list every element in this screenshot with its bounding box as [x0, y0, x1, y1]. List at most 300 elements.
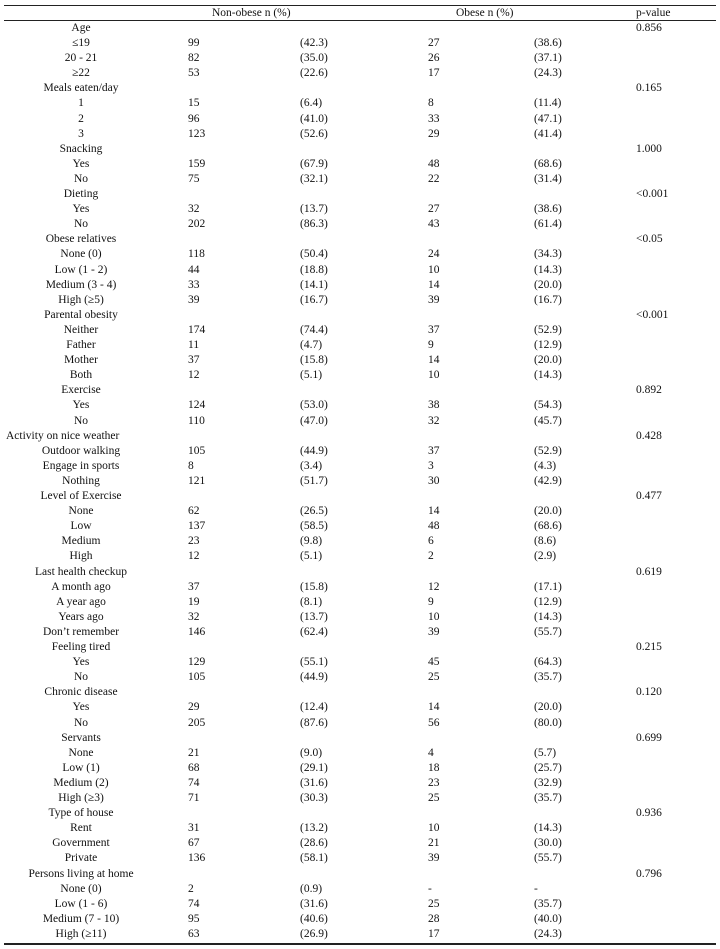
- non-obese-count: 31: [188, 822, 200, 835]
- obese-count: 3: [428, 459, 434, 472]
- table-row: [0, 549, 720, 564]
- obese-percent: (20.0): [534, 505, 562, 518]
- non-obese-percent: (67.9): [300, 157, 328, 170]
- category-label: High (≥11): [55, 927, 107, 940]
- non-obese-count: 12: [188, 550, 200, 563]
- table-section-row: [0, 81, 720, 96]
- obese-percent: (14.3): [534, 822, 562, 835]
- p-value: 0.215: [636, 641, 662, 654]
- table-row: [0, 338, 720, 353]
- obese-percent: (4.3): [534, 459, 557, 472]
- obese-percent: (55.7): [534, 625, 562, 638]
- table-row: [0, 157, 720, 172]
- category-label: Years ago: [58, 610, 104, 623]
- non-obese-count: 129: [188, 656, 206, 669]
- obese-percent: (30.0): [534, 837, 562, 850]
- category-label: None (0): [60, 882, 102, 895]
- category-label: ≤19: [72, 37, 90, 50]
- obese-percent: (12.9): [534, 339, 562, 352]
- obese-percent: (52.9): [534, 323, 562, 336]
- table-row: [0, 278, 720, 293]
- table-row: [0, 610, 720, 625]
- obese-percent: (38.6): [534, 203, 562, 216]
- obese-percent: (16.7): [534, 293, 562, 306]
- table-row: [0, 217, 720, 232]
- table-row: [0, 247, 720, 262]
- non-obese-count: 21: [188, 746, 200, 759]
- obese-count: 8: [428, 97, 434, 110]
- non-obese-count: 99: [188, 37, 200, 50]
- table-row: [0, 112, 720, 127]
- table-row: [0, 263, 720, 278]
- non-obese-percent: (52.6): [300, 127, 328, 140]
- non-obese-percent: (51.7): [300, 474, 328, 487]
- obese-percent: (20.0): [534, 354, 562, 367]
- non-obese-count: 124: [188, 399, 206, 412]
- non-obese-count: 63: [188, 927, 200, 940]
- section-label: Snacking: [59, 142, 103, 155]
- non-obese-percent: (15.8): [300, 580, 328, 593]
- obese-count: 12: [428, 580, 440, 593]
- non-obese-count: 137: [188, 520, 206, 533]
- non-obese-count: 174: [188, 323, 206, 336]
- category-label: Both: [69, 369, 93, 382]
- non-obese-count: 33: [188, 278, 200, 291]
- obese-count: 48: [428, 520, 440, 533]
- table-row: [0, 293, 720, 308]
- non-obese-percent: (44.9): [300, 671, 328, 684]
- obese-count: 56: [428, 716, 440, 729]
- category-label: None (0): [60, 248, 102, 261]
- table-section-row: [0, 142, 720, 157]
- section-label: Parental obesity: [44, 308, 118, 321]
- non-obese-percent: (31.6): [300, 897, 328, 910]
- table-row: [0, 700, 720, 715]
- non-obese-count: 37: [188, 580, 200, 593]
- non-obese-percent: (40.6): [300, 912, 328, 925]
- table-row: [0, 746, 720, 761]
- table-section-row: [0, 806, 720, 821]
- category-label: Nothing: [62, 474, 100, 487]
- p-value: 0.796: [636, 867, 662, 880]
- non-obese-percent: (35.0): [300, 52, 328, 65]
- table-row: [0, 414, 720, 429]
- non-obese-percent: (13.2): [300, 822, 328, 835]
- obese-percent: (38.6): [534, 37, 562, 50]
- category-label: Don’t remember: [42, 625, 120, 638]
- obese-count: 23: [428, 776, 440, 789]
- category-label: ≥22: [72, 67, 90, 80]
- section-label: Activity on nice weather: [6, 429, 120, 442]
- non-obese-count: 74: [188, 776, 200, 789]
- table-row: [0, 459, 720, 474]
- category-label: 1: [78, 97, 84, 110]
- obese-percent: (12.9): [534, 595, 562, 608]
- p-value: 0.619: [636, 565, 662, 578]
- obese-percent: (54.3): [534, 399, 562, 412]
- non-obese-count: 105: [188, 671, 206, 684]
- table-row: [0, 851, 720, 866]
- category-label: Medium (3 - 4): [45, 278, 117, 291]
- non-obese-count: 146: [188, 625, 206, 638]
- table-row: [0, 504, 720, 519]
- obese-percent: (45.7): [534, 414, 562, 427]
- obese-percent: (11.4): [534, 97, 562, 110]
- table-row: [0, 912, 720, 927]
- table-section-row: [0, 489, 720, 504]
- obese-percent: (52.9): [534, 444, 562, 457]
- non-obese-count: 2: [188, 882, 194, 895]
- non-obese-percent: (12.4): [300, 701, 328, 714]
- non-obese-count: 44: [188, 263, 200, 276]
- category-label: Low: [70, 520, 92, 533]
- section-label: Chronic disease: [44, 686, 118, 699]
- non-obese-count: 202: [188, 218, 206, 231]
- non-obese-count: 136: [188, 852, 206, 865]
- table-row: [0, 519, 720, 534]
- table-row: [0, 927, 720, 942]
- table-section-row: [0, 565, 720, 580]
- section-label: Dieting: [63, 188, 99, 201]
- section-label: Meals eaten/day: [43, 82, 119, 95]
- obese-count: 22: [428, 172, 440, 185]
- non-obese-count: 68: [188, 761, 200, 774]
- non-obese-percent: (9.8): [300, 535, 323, 548]
- non-obese-percent: (74.4): [300, 323, 328, 336]
- table-row: [0, 368, 720, 383]
- category-label: No: [73, 172, 89, 185]
- non-obese-count: 23: [188, 535, 200, 548]
- obese-count: 39: [428, 293, 440, 306]
- obese-count: 43: [428, 218, 440, 231]
- non-obese-count: 62: [188, 505, 200, 518]
- non-obese-count: 82: [188, 52, 200, 65]
- p-value: 0.892: [636, 384, 662, 397]
- table-row: [0, 670, 720, 685]
- section-label: Type of house: [48, 807, 114, 820]
- category-label: 20 - 21: [64, 52, 98, 65]
- table-row: [0, 595, 720, 610]
- obese-count: 38: [428, 399, 440, 412]
- p-value: 0.936: [636, 807, 662, 820]
- category-label: None: [68, 505, 94, 518]
- non-obese-percent: (47.0): [300, 414, 328, 427]
- obese-count: 4: [428, 746, 434, 759]
- obese-count: 10: [428, 263, 440, 276]
- obese-count: 27: [428, 203, 440, 216]
- table-row: [0, 323, 720, 338]
- obese-count: 45: [428, 656, 440, 669]
- obese-count: 27: [428, 37, 440, 50]
- obese-count: 30: [428, 474, 440, 487]
- table-row: [0, 51, 720, 66]
- non-obese-percent: (14.1): [300, 278, 328, 291]
- header-obese: Obese n (%): [456, 7, 514, 19]
- obese-percent: (2.9): [534, 550, 557, 563]
- obese-percent: (37.1): [534, 52, 562, 65]
- obese-percent: (20.0): [534, 701, 562, 714]
- obese-count: 14: [428, 701, 440, 714]
- obese-count: 25: [428, 792, 440, 805]
- obese-count: 14: [428, 354, 440, 367]
- non-obese-percent: (15.8): [300, 354, 328, 367]
- non-obese-percent: (31.6): [300, 776, 328, 789]
- non-obese-count: 105: [188, 444, 206, 457]
- obese-percent: (17.1): [534, 580, 562, 593]
- table-row: [0, 66, 720, 81]
- table-row: [0, 398, 720, 413]
- category-label: Yes: [72, 203, 90, 216]
- non-obese-percent: (22.6): [300, 67, 328, 80]
- table-row: [0, 776, 720, 791]
- non-obese-percent: (16.7): [300, 293, 328, 306]
- section-label: Persons living at home: [28, 867, 134, 880]
- category-label: Yes: [72, 157, 90, 170]
- obese-count: 37: [428, 444, 440, 457]
- non-obese-count: 32: [188, 203, 200, 216]
- category-label: A year ago: [56, 595, 106, 608]
- non-obese-count: 39: [188, 293, 200, 306]
- table-row: [0, 172, 720, 187]
- non-obese-percent: (29.1): [300, 761, 328, 774]
- obese-percent: (24.3): [534, 927, 562, 940]
- p-value: <0.001: [636, 308, 669, 321]
- category-label: Yes: [72, 656, 90, 669]
- obese-percent: (64.3): [534, 656, 562, 669]
- category-label: Medium: [61, 535, 101, 548]
- category-label: A month ago: [51, 580, 111, 593]
- non-obese-count: 95: [188, 912, 200, 925]
- category-label: High (≥5): [58, 293, 104, 306]
- table-row: [0, 474, 720, 489]
- obese-count: 14: [428, 278, 440, 291]
- non-obese-percent: (58.5): [300, 520, 328, 533]
- table-row: [0, 580, 720, 595]
- category-label: Yes: [72, 399, 90, 412]
- obese-count: 6: [428, 535, 434, 548]
- obese-percent: (35.7): [534, 897, 562, 910]
- category-label: Low (1 - 6): [54, 897, 108, 910]
- category-label: Outdoor walking: [41, 444, 121, 457]
- non-obese-count: 121: [188, 474, 206, 487]
- non-obese-count: 19: [188, 595, 200, 608]
- obese-percent: (41.4): [534, 127, 562, 140]
- non-obese-percent: (44.9): [300, 444, 328, 457]
- non-obese-percent: (28.6): [300, 837, 328, 850]
- non-obese-percent: (5.1): [300, 369, 323, 382]
- obese-count: 25: [428, 671, 440, 684]
- obese-percent: (14.3): [534, 369, 562, 382]
- obese-percent: (24.3): [534, 67, 562, 80]
- table-row: [0, 202, 720, 217]
- obese-count: 10: [428, 822, 440, 835]
- table-row: [0, 897, 720, 912]
- table-body: [0, 21, 720, 942]
- table-section-row: [0, 308, 720, 323]
- non-obese-percent: (6.4): [300, 97, 323, 110]
- table-section-row: [0, 640, 720, 655]
- table-row: [0, 353, 720, 368]
- category-label: Medium (7 - 10): [42, 912, 120, 925]
- p-value: 0.428: [636, 429, 662, 442]
- non-obese-percent: (26.9): [300, 927, 328, 940]
- p-value: 0.856: [636, 22, 662, 34]
- category-label: Rent: [70, 822, 92, 835]
- obese-count: 10: [428, 610, 440, 623]
- table-row: [0, 836, 720, 851]
- section-label: Age: [71, 22, 91, 34]
- obese-count: 24: [428, 248, 440, 261]
- obese-count: 28: [428, 912, 440, 925]
- obese-percent: (42.9): [534, 474, 562, 487]
- non-obese-percent: (87.6): [300, 716, 328, 729]
- non-obese-count: 32: [188, 610, 200, 623]
- section-label: Servants: [61, 731, 101, 744]
- non-obese-percent: (4.7): [300, 339, 323, 352]
- category-label: No: [73, 671, 89, 684]
- obese-count: -: [428, 882, 432, 895]
- non-obese-percent: (86.3): [300, 218, 328, 231]
- non-obese-percent: (18.8): [300, 263, 328, 276]
- non-obese-percent: (5.1): [300, 550, 323, 563]
- table-row: [0, 761, 720, 776]
- p-value: 0.699: [636, 731, 662, 744]
- section-label: Level of Exercise: [40, 490, 122, 503]
- non-obese-count: 11: [188, 339, 200, 352]
- category-label: No: [73, 218, 89, 231]
- non-obese-percent: (42.3): [300, 37, 328, 50]
- non-obese-percent: (53.0): [300, 399, 328, 412]
- category-label: No: [73, 716, 89, 729]
- non-obese-count: 71: [188, 792, 200, 805]
- obese-count: 14: [428, 505, 440, 518]
- table-row: [0, 882, 720, 897]
- table-row: [0, 791, 720, 806]
- obese-count: 39: [428, 625, 440, 638]
- category-label: Yes: [72, 701, 90, 714]
- p-value: 0.477: [636, 490, 662, 503]
- obese-count: 25: [428, 897, 440, 910]
- table-section-row: [0, 429, 720, 444]
- table-section-row: [0, 867, 720, 882]
- category-label: Private: [64, 852, 98, 865]
- non-obese-percent: (0.9): [300, 882, 323, 895]
- obese-percent: (25.7): [534, 761, 562, 774]
- p-value: <0.05: [636, 233, 663, 246]
- section-label: Exercise: [61, 384, 101, 397]
- non-obese-count: 53: [188, 67, 200, 80]
- non-obese-count: 75: [188, 172, 200, 185]
- table-row: [0, 821, 720, 836]
- header-non-obese: Non-obese n (%): [212, 7, 291, 19]
- non-obese-percent: (55.1): [300, 656, 328, 669]
- non-obese-count: 159: [188, 157, 206, 170]
- obese-count: 17: [428, 927, 440, 940]
- table-row: [0, 625, 720, 640]
- non-obese-percent: (62.4): [300, 625, 328, 638]
- category-label: Low (1): [62, 761, 100, 774]
- obese-count: 39: [428, 852, 440, 865]
- obese-percent: (55.7): [534, 852, 562, 865]
- p-value: 1.000: [636, 142, 662, 155]
- p-value: <0.001: [636, 188, 669, 201]
- category-label: No: [73, 414, 89, 427]
- obese-percent: (47.1): [534, 112, 562, 125]
- non-obese-percent: (41.0): [300, 112, 328, 125]
- section-label: Last health checkup: [35, 565, 127, 578]
- obese-count: 10: [428, 369, 440, 382]
- table-row: [0, 96, 720, 111]
- obese-count: 18: [428, 761, 440, 774]
- category-label: Low (1 - 2): [54, 263, 108, 276]
- obese-count: 9: [428, 339, 434, 352]
- table-section-row: [0, 232, 720, 247]
- section-label: Feeling tired: [51, 641, 111, 654]
- category-label: Government: [52, 837, 110, 850]
- table-row: [0, 716, 720, 731]
- non-obese-percent: (9.0): [300, 746, 323, 759]
- obese-percent: (14.3): [534, 263, 562, 276]
- table-row: [0, 444, 720, 459]
- obese-percent: (34.3): [534, 248, 562, 261]
- table-section-row: [0, 187, 720, 202]
- category-label: None: [68, 746, 94, 759]
- non-obese-percent: (50.4): [300, 248, 328, 261]
- category-label: Mother: [64, 354, 98, 367]
- table-row: [0, 534, 720, 549]
- category-label: Father: [66, 339, 96, 352]
- category-label: High (≥3): [58, 792, 104, 805]
- non-obese-count: 12: [188, 369, 200, 382]
- obese-count: 17: [428, 67, 440, 80]
- obese-percent: (20.0): [534, 278, 562, 291]
- non-obese-count: 29: [188, 701, 200, 714]
- non-obese-count: 96: [188, 112, 200, 125]
- section-label: Obese relatives: [45, 233, 117, 246]
- non-obese-percent: (3.4): [300, 459, 323, 472]
- header-p-value: p-value: [636, 7, 671, 19]
- obese-count: 21: [428, 837, 440, 850]
- category-label: 2: [78, 112, 84, 125]
- non-obese-percent: (8.1): [300, 595, 323, 608]
- p-value: 0.120: [636, 686, 662, 699]
- obese-percent: (32.9): [534, 776, 562, 789]
- table-section-row: [0, 21, 720, 36]
- obese-percent: (8.6): [534, 535, 557, 548]
- table-row: [0, 127, 720, 142]
- non-obese-percent: (32.1): [300, 172, 328, 185]
- non-obese-count: 74: [188, 897, 200, 910]
- bottom-rule: [4, 943, 716, 945]
- non-obese-count: 37: [188, 354, 200, 367]
- non-obese-count: 8: [188, 459, 194, 472]
- obese-percent: (14.3): [534, 610, 562, 623]
- obese-count: 33: [428, 112, 440, 125]
- non-obese-count: 110: [188, 414, 205, 427]
- top-rule: [4, 5, 716, 6]
- obese-percent: (80.0): [534, 716, 562, 729]
- non-obese-count: 67: [188, 837, 200, 850]
- obese-percent: (68.6): [534, 520, 562, 533]
- obese-percent: (68.6): [534, 157, 562, 170]
- non-obese-percent: (13.7): [300, 610, 328, 623]
- non-obese-count: 15: [188, 97, 200, 110]
- category-label: Neither: [63, 323, 99, 336]
- non-obese-count: 123: [188, 127, 206, 140]
- obese-count: 29: [428, 127, 440, 140]
- obese-count: 32: [428, 414, 440, 427]
- non-obese-count: 118: [188, 248, 205, 261]
